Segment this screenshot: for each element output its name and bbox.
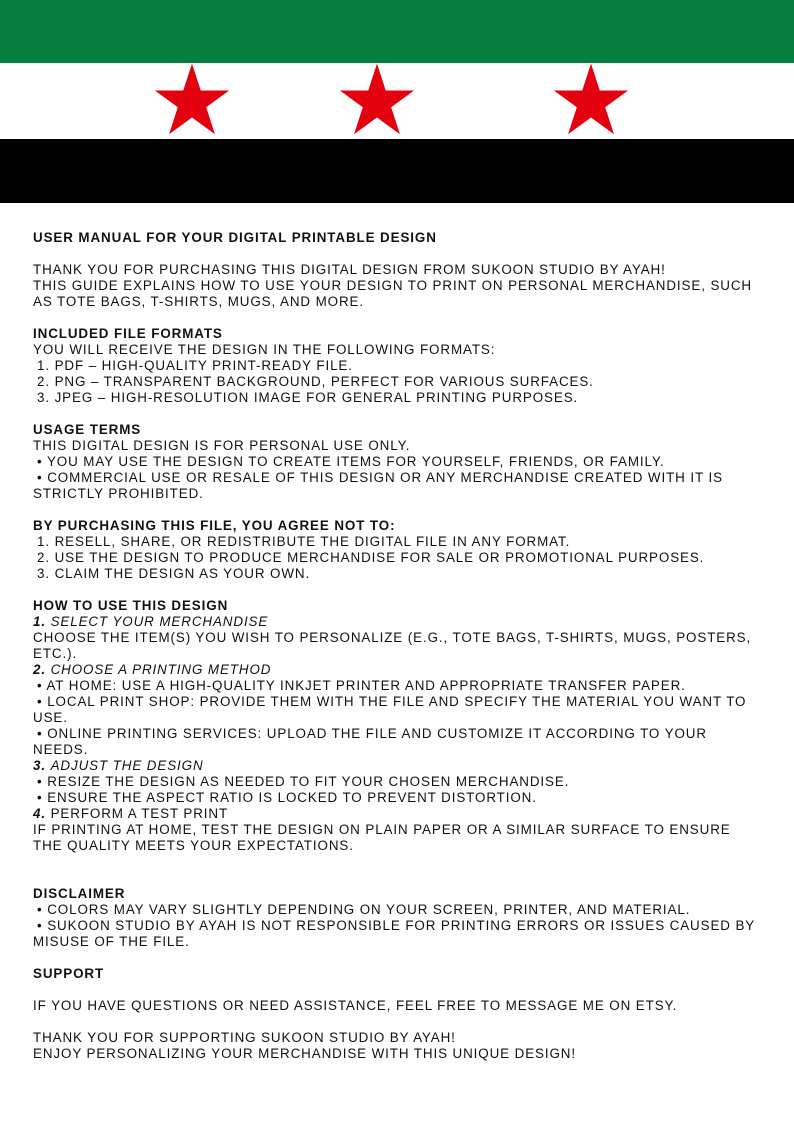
flag-banner [0,0,794,203]
usage-lead: THIS DIGITAL DESIGN IS FOR PERSONAL USE ONLY. [33,438,411,453]
step-line: NEEDS. [33,742,89,757]
flag-black-band [0,139,794,203]
star-icon [337,62,417,140]
document-title: USER MANUAL FOR YOUR DIGITAL PRINTABLE DESIGN [33,230,437,245]
step-title [33,614,773,630]
format-item: 1. PDF – HIGH-QUALITY PRINT-READY FILE. [37,358,353,373]
step-label: SELECT YOUR MERCHANDISE [50,614,269,629]
step-line: THE QUALITY MEETS YOUR EXPECTATIONS. [33,838,354,853]
format-item: 2. PNG – TRANSPARENT BACKGROUND, PERFECT FOR VARIOUS SURFACES. [37,374,594,389]
step-line: • ONLINE PRINTING SERVICES: UPLOAD THE FILE AND CUSTOMIZE IT ACCORDING TO YOUR [37,726,707,741]
step-label: PERFORM A TEST PRINT [50,806,229,821]
formats-heading: INCLUDED FILE FORMATS [33,326,223,341]
step-number: 3. [33,758,46,773]
step-number: 1. [33,614,46,629]
step-line: IF PRINTING AT HOME, TEST THE DESIGN ON PLAIN PAPER OR A SIMILAR SURFACE TO ENSURE [33,822,731,837]
formats-lead: YOU WILL RECEIVE THE DESIGN IN THE FOLLOWING FORMATS: [33,342,496,357]
disclaimer-item: • COLORS MAY VARY SLIGHTLY DEPENDING ON YOUR SCREEN, PRINTER, AND MATERIAL. [37,902,691,917]
usage-item: • YOU MAY USE THE DESIGN TO CREATE ITEMS FOR YOURSELF, FRIENDS, OR FAMILY. [37,454,665,469]
usage-tail: STRICTLY PROHIBITED. [33,486,204,501]
support-text: IF YOU HAVE QUESTIONS OR NEED ASSISTANCE, FEEL FREE TO MESSAGE ME ON ETSY. [33,998,678,1013]
step-title [33,758,773,774]
step-number: 4. [33,806,46,821]
usage-item: • COMMERCIAL USE OR RESALE OF THIS DESIGN OR ANY MERCHANDISE CREATED WITH IT IS [37,470,723,485]
step-line: USE. [33,710,68,725]
star-icon [152,62,232,140]
usage-heading: USAGE TERMS [33,422,142,437]
step-title [33,806,773,822]
intro-line: THANK YOU FOR PURCHASING THIS DIGITAL DESIGN FROM SUKOON STUDIO BY AYAH! [33,262,666,277]
agree-heading: BY PURCHASING THIS FILE, YOU AGREE NOT TO: [33,518,396,533]
closing-line: ENJOY PERSONALIZING YOUR MERCHANDISE WITH THIS UNIQUE DESIGN! [33,1046,576,1061]
step-line: • AT HOME: USE A HIGH-QUALITY INKJET PRINTER AND APPROPRIATE TRANSFER PAPER. [37,678,686,693]
step-line: • ENSURE THE ASPECT RATIO IS LOCKED TO PREVENT DISTORTION. [37,790,537,805]
agree-item: 2. USE THE DESIGN TO PRODUCE MERCHANDISE FOR SALE OR PROMOTIONAL PURPOSES. [37,550,705,565]
manual-body [33,230,773,1062]
disclaimer-heading: DISCLAIMER [33,886,126,901]
closing-line: THANK YOU FOR SUPPORTING SUKOON STUDIO BY AYAH! [33,1030,456,1045]
disclaimer-item: • SUKOON STUDIO BY AYAH IS NOT RESPONSIBLE FOR PRINTING ERRORS OR ISSUES CAUSED BY [37,918,756,933]
format-item: 3. JPEG – HIGH-RESOLUTION IMAGE FOR GENERAL PRINTING PURPOSES. [37,390,579,405]
step-label: ADJUST THE DESIGN [50,758,204,773]
step-line: • RESIZE THE DESIGN AS NEEDED TO FIT YOUR CHOSEN MERCHANDISE. [37,774,570,789]
step-line: • LOCAL PRINT SHOP: PROVIDE THEM WITH THE FILE AND SPECIFY THE MATERIAL YOU WANT TO [37,694,747,709]
agree-item: 3. CLAIM THE DESIGN AS YOUR OWN. [37,566,311,581]
agree-item: 1. RESELL, SHARE, OR REDISTRIBUTE THE DIGITAL FILE IN ANY FORMAT. [37,534,571,549]
intro-line: THIS GUIDE EXPLAINS HOW TO USE YOUR DESIGN TO PRINT ON PERSONAL MERCHANDISE, SUCH [33,278,752,293]
step-title [33,662,773,678]
step-line: CHOOSE THE ITEM(S) YOU WISH TO PERSONALIZE (E.G., TOTE BAGS, T-SHIRTS, MUGS, POSTERS, [33,630,752,645]
step-label: CHOOSE A PRINTING METHOD [50,662,272,677]
star-icon [551,62,631,140]
howto-heading: HOW TO USE THIS DESIGN [33,598,229,613]
step-line: ETC.). [33,646,78,661]
disclaimer-tail: MISUSE OF THE FILE. [33,934,190,949]
flag-green-band [0,0,794,63]
step-number: 2. [33,662,46,677]
support-heading: SUPPORT [33,966,105,981]
intro-line: AS TOTE BAGS, T-SHIRTS, MUGS, AND MORE. [33,294,364,309]
